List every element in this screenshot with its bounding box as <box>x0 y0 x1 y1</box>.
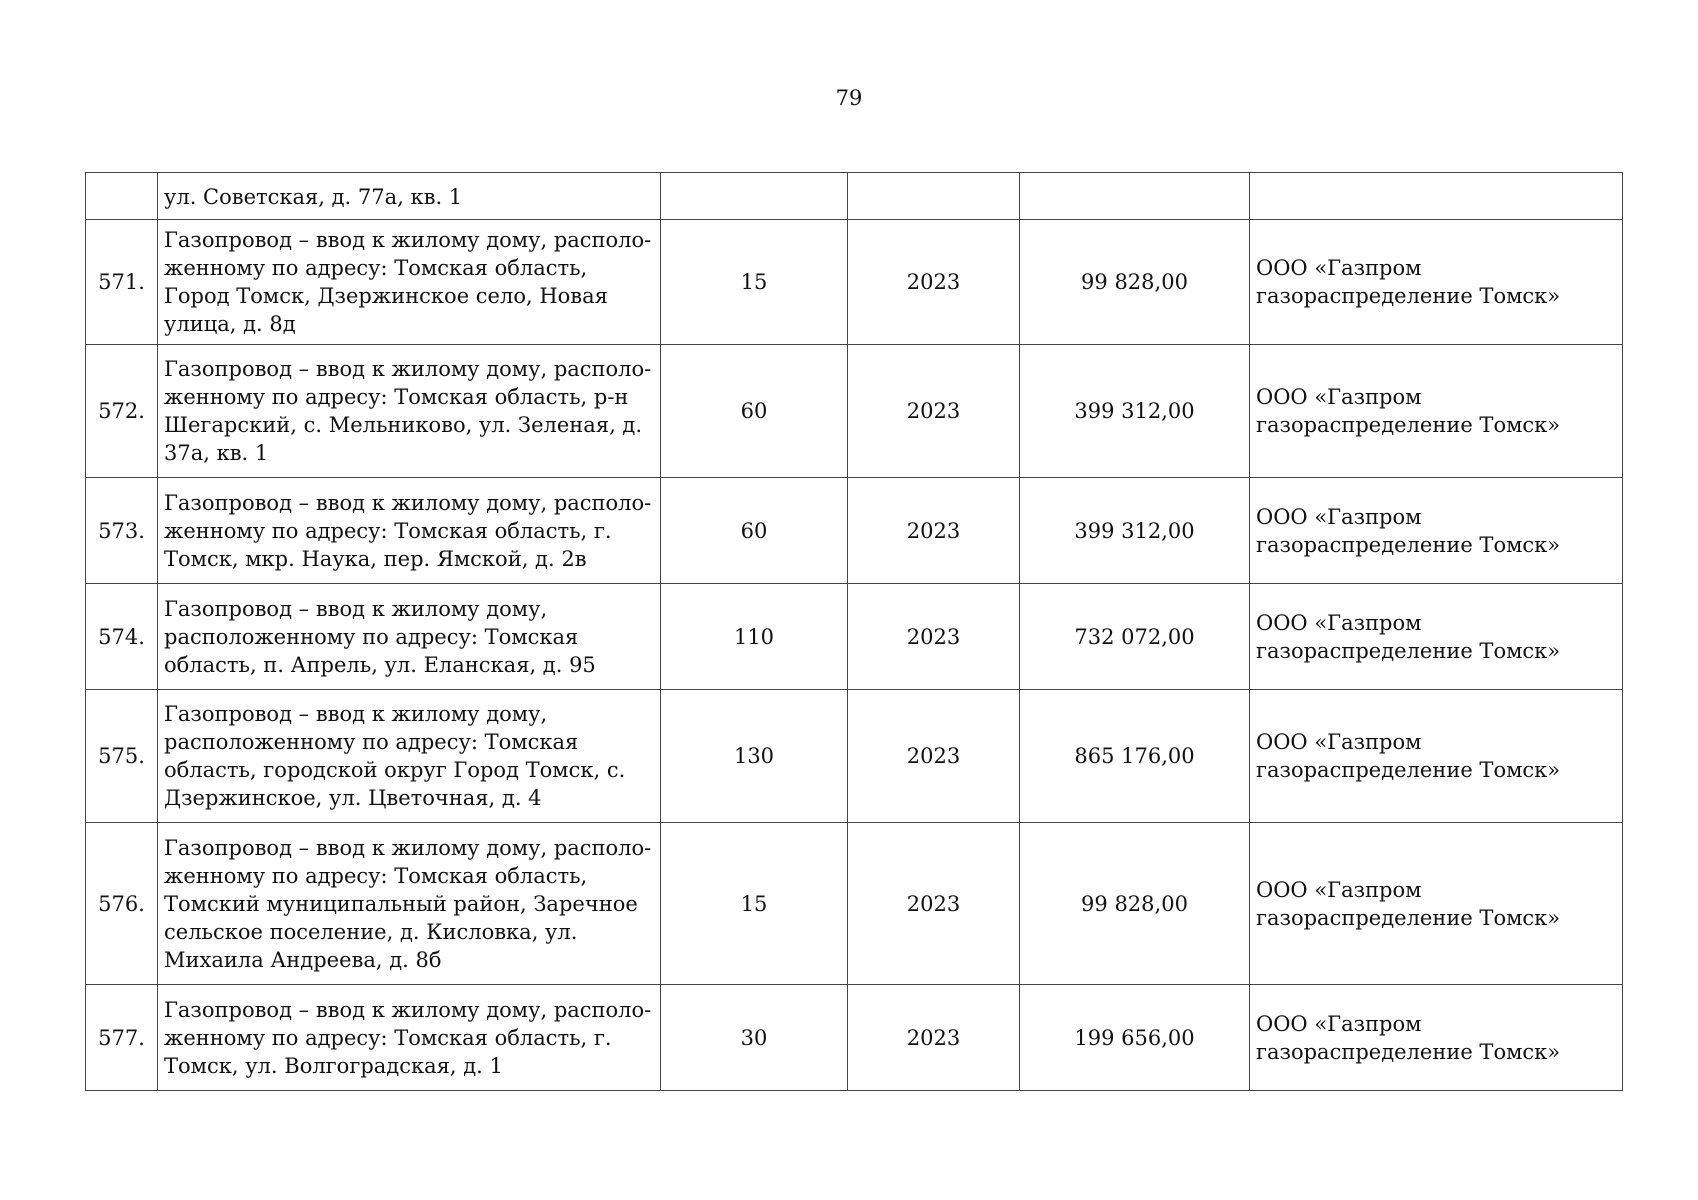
row-org-cell <box>1250 173 1623 220</box>
row-length-cell: 15 <box>661 220 848 345</box>
objects-table <box>85 172 1623 1091</box>
row-description-cell: Газопровод – ввод к жилому дому, расположенному по адресу: Томская область, городской округ Город Томск, с. Дзержинское, ул. Цветочная, д. 4 <box>158 690 661 823</box>
row-description-cell: Газопровод – ввод к жилому дому, располо-женному по адресу: Томская область, р-н Шегарский, с. Мельниково, ул. Зеленая, д. 37а, кв. 1 <box>158 345 661 478</box>
table-row <box>86 584 1623 690</box>
row-year-cell: 2023 <box>848 478 1020 584</box>
row-number-cell: 572. <box>86 345 158 478</box>
row-cost-cell: 99 828,00 <box>1020 220 1250 345</box>
row-org-cell: ООО «Газпром газораспределение Томск» <box>1250 220 1623 345</box>
row-org-cell: ООО «Газпром газораспределение Томск» <box>1250 823 1623 985</box>
row-description-cell: Газопровод – ввод к жилому дому, располо-женному по адресу: Томская область, г. Томск, мкр. Наука, пер. Ямской, д. 2в <box>158 478 661 584</box>
row-cost-cell: 399 312,00 <box>1020 345 1250 478</box>
page-number: 79 <box>835 86 863 110</box>
row-description-cell: ул. Советская, д. 77а, кв. 1 <box>158 173 661 220</box>
row-org-cell: ООО «Газпром газораспределение Томск» <box>1250 584 1623 690</box>
row-number-cell: 571. <box>86 220 158 345</box>
row-cost-cell: 865 176,00 <box>1020 690 1250 823</box>
row-org-cell: ООО «Газпром газораспределение Томск» <box>1250 690 1623 823</box>
row-number-cell: 574. <box>86 584 158 690</box>
row-cost-cell: 199 656,00 <box>1020 985 1250 1091</box>
row-cost-cell: 732 072,00 <box>1020 584 1250 690</box>
row-length-cell: 60 <box>661 478 848 584</box>
row-cost-cell: 399 312,00 <box>1020 478 1250 584</box>
row-length-cell: 110 <box>661 584 848 690</box>
row-cost-cell <box>1020 173 1250 220</box>
row-description-cell: Газопровод – ввод к жилому дому, располо-женному по адресу: Томская область, Город Томск, Дзержинское село, Новая улица, д. 8д <box>158 220 661 345</box>
row-year-cell: 2023 <box>848 584 1020 690</box>
table-row <box>86 823 1623 985</box>
row-length-cell: 30 <box>661 985 848 1091</box>
row-number-cell: 573. <box>86 478 158 584</box>
row-description-cell: Газопровод – ввод к жилому дому, располо-женному по адресу: Томская область, г. Томск, ул. Волгоградская, д. 1 <box>158 985 661 1091</box>
row-description-cell: Газопровод – ввод к жилому дому, располо-женному по адресу: Томская область, Томский муниципальный район, Заречное сельское поселение, д. Кисловка, ул. Михаила Андреева, д. 8б <box>158 823 661 985</box>
row-org-cell: ООО «Газпром газораспределение Томск» <box>1250 345 1623 478</box>
row-cost-cell: 99 828,00 <box>1020 823 1250 985</box>
table-row <box>86 985 1623 1091</box>
row-year-cell: 2023 <box>848 220 1020 345</box>
row-year-cell: 2023 <box>848 985 1020 1091</box>
table-row <box>86 690 1623 823</box>
table-row <box>86 478 1623 584</box>
table-row <box>86 345 1623 478</box>
row-year-cell: 2023 <box>848 690 1020 823</box>
row-description-cell: Газопровод – ввод к жилому дому, расположенному по адресу: Томская область, п. Апрель, ул. Еланская, д. 95 <box>158 584 661 690</box>
row-length-cell: 130 <box>661 690 848 823</box>
row-year-cell: 2023 <box>848 345 1020 478</box>
row-length-cell: 60 <box>661 345 848 478</box>
row-length-cell: 15 <box>661 823 848 985</box>
row-length-cell <box>661 173 848 220</box>
row-year-cell <box>848 173 1020 220</box>
table-row <box>86 220 1623 345</box>
row-number-cell: 576. <box>86 823 158 985</box>
table-row-continuation <box>86 173 1623 220</box>
row-number-cell <box>86 173 158 220</box>
row-number-cell: 575. <box>86 690 158 823</box>
row-year-cell: 2023 <box>848 823 1020 985</box>
row-number-cell: 577. <box>86 985 158 1091</box>
row-org-cell: ООО «Газпром газораспределение Томск» <box>1250 985 1623 1091</box>
row-org-cell: ООО «Газпром газораспределение Томск» <box>1250 478 1623 584</box>
